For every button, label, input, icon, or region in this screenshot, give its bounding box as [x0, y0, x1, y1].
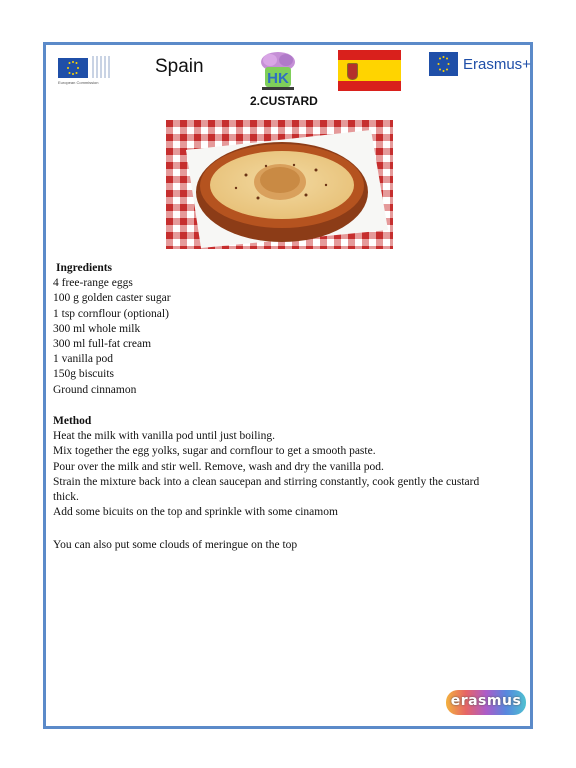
ingredients-heading: Ingredients — [56, 262, 113, 274]
list-item: 300 ml full-fat cream — [53, 338, 152, 351]
list-item: 300 ml whole milk — [53, 322, 141, 335]
method-heading: Method — [53, 415, 92, 427]
meringue-note: You can also put some clouds of meringue on the top — [53, 539, 298, 551]
list-item: Add some bicuits on the top and sprinkle with some cinamom — [53, 506, 338, 519]
list-item: Ground cinnamon — [53, 383, 137, 396]
list-item: 4 free-range eggs — [53, 277, 133, 290]
eu-building-graphic — [92, 56, 110, 78]
list-item: 1 vanilla pod — [53, 353, 114, 366]
erasmus-plus-label: Erasmus+ — [463, 56, 531, 73]
method-steps — [53, 429, 505, 520]
country-title: Spain — [155, 56, 204, 77]
erasmus-logo — [446, 690, 526, 715]
erasmus-logo-text: erasmus — [450, 693, 522, 709]
spain-flag-icon — [338, 50, 401, 91]
hk-logo-text: HK — [267, 70, 289, 87]
recipe-title: 2.CUSTARD — [250, 94, 318, 108]
custard-photo — [166, 120, 393, 249]
eu-caption: European Commission — [58, 80, 99, 85]
list-item: Pour over the milk and stir well. Remove, wash and dry the vanilla pod. — [53, 460, 384, 473]
list-item: 100 g golden caster sugar — [53, 292, 171, 305]
ingredients-list — [53, 276, 171, 398]
list-item: Mix together the egg yolks, sugar and cornflour to get a smooth paste. — [53, 445, 376, 458]
list-item: 1 tsp cornflour (optional) — [53, 307, 169, 320]
erasmus-plus-logo — [428, 50, 532, 82]
ingredients-section — [53, 261, 171, 398]
list-item: Strain the mixture back into a clean saucepan and stirring constantly, cook gently the custard thick. — [53, 475, 480, 504]
list-item: 150g biscuits — [53, 368, 115, 381]
european-commission-logo — [52, 52, 112, 92]
method-section — [53, 414, 505, 520]
eu-flag-icon — [58, 58, 88, 78]
project-logo — [256, 50, 300, 92]
list-item: Heat the milk with vanilla pod until just boiling. — [53, 430, 275, 443]
eu-flag-icon — [429, 52, 458, 76]
